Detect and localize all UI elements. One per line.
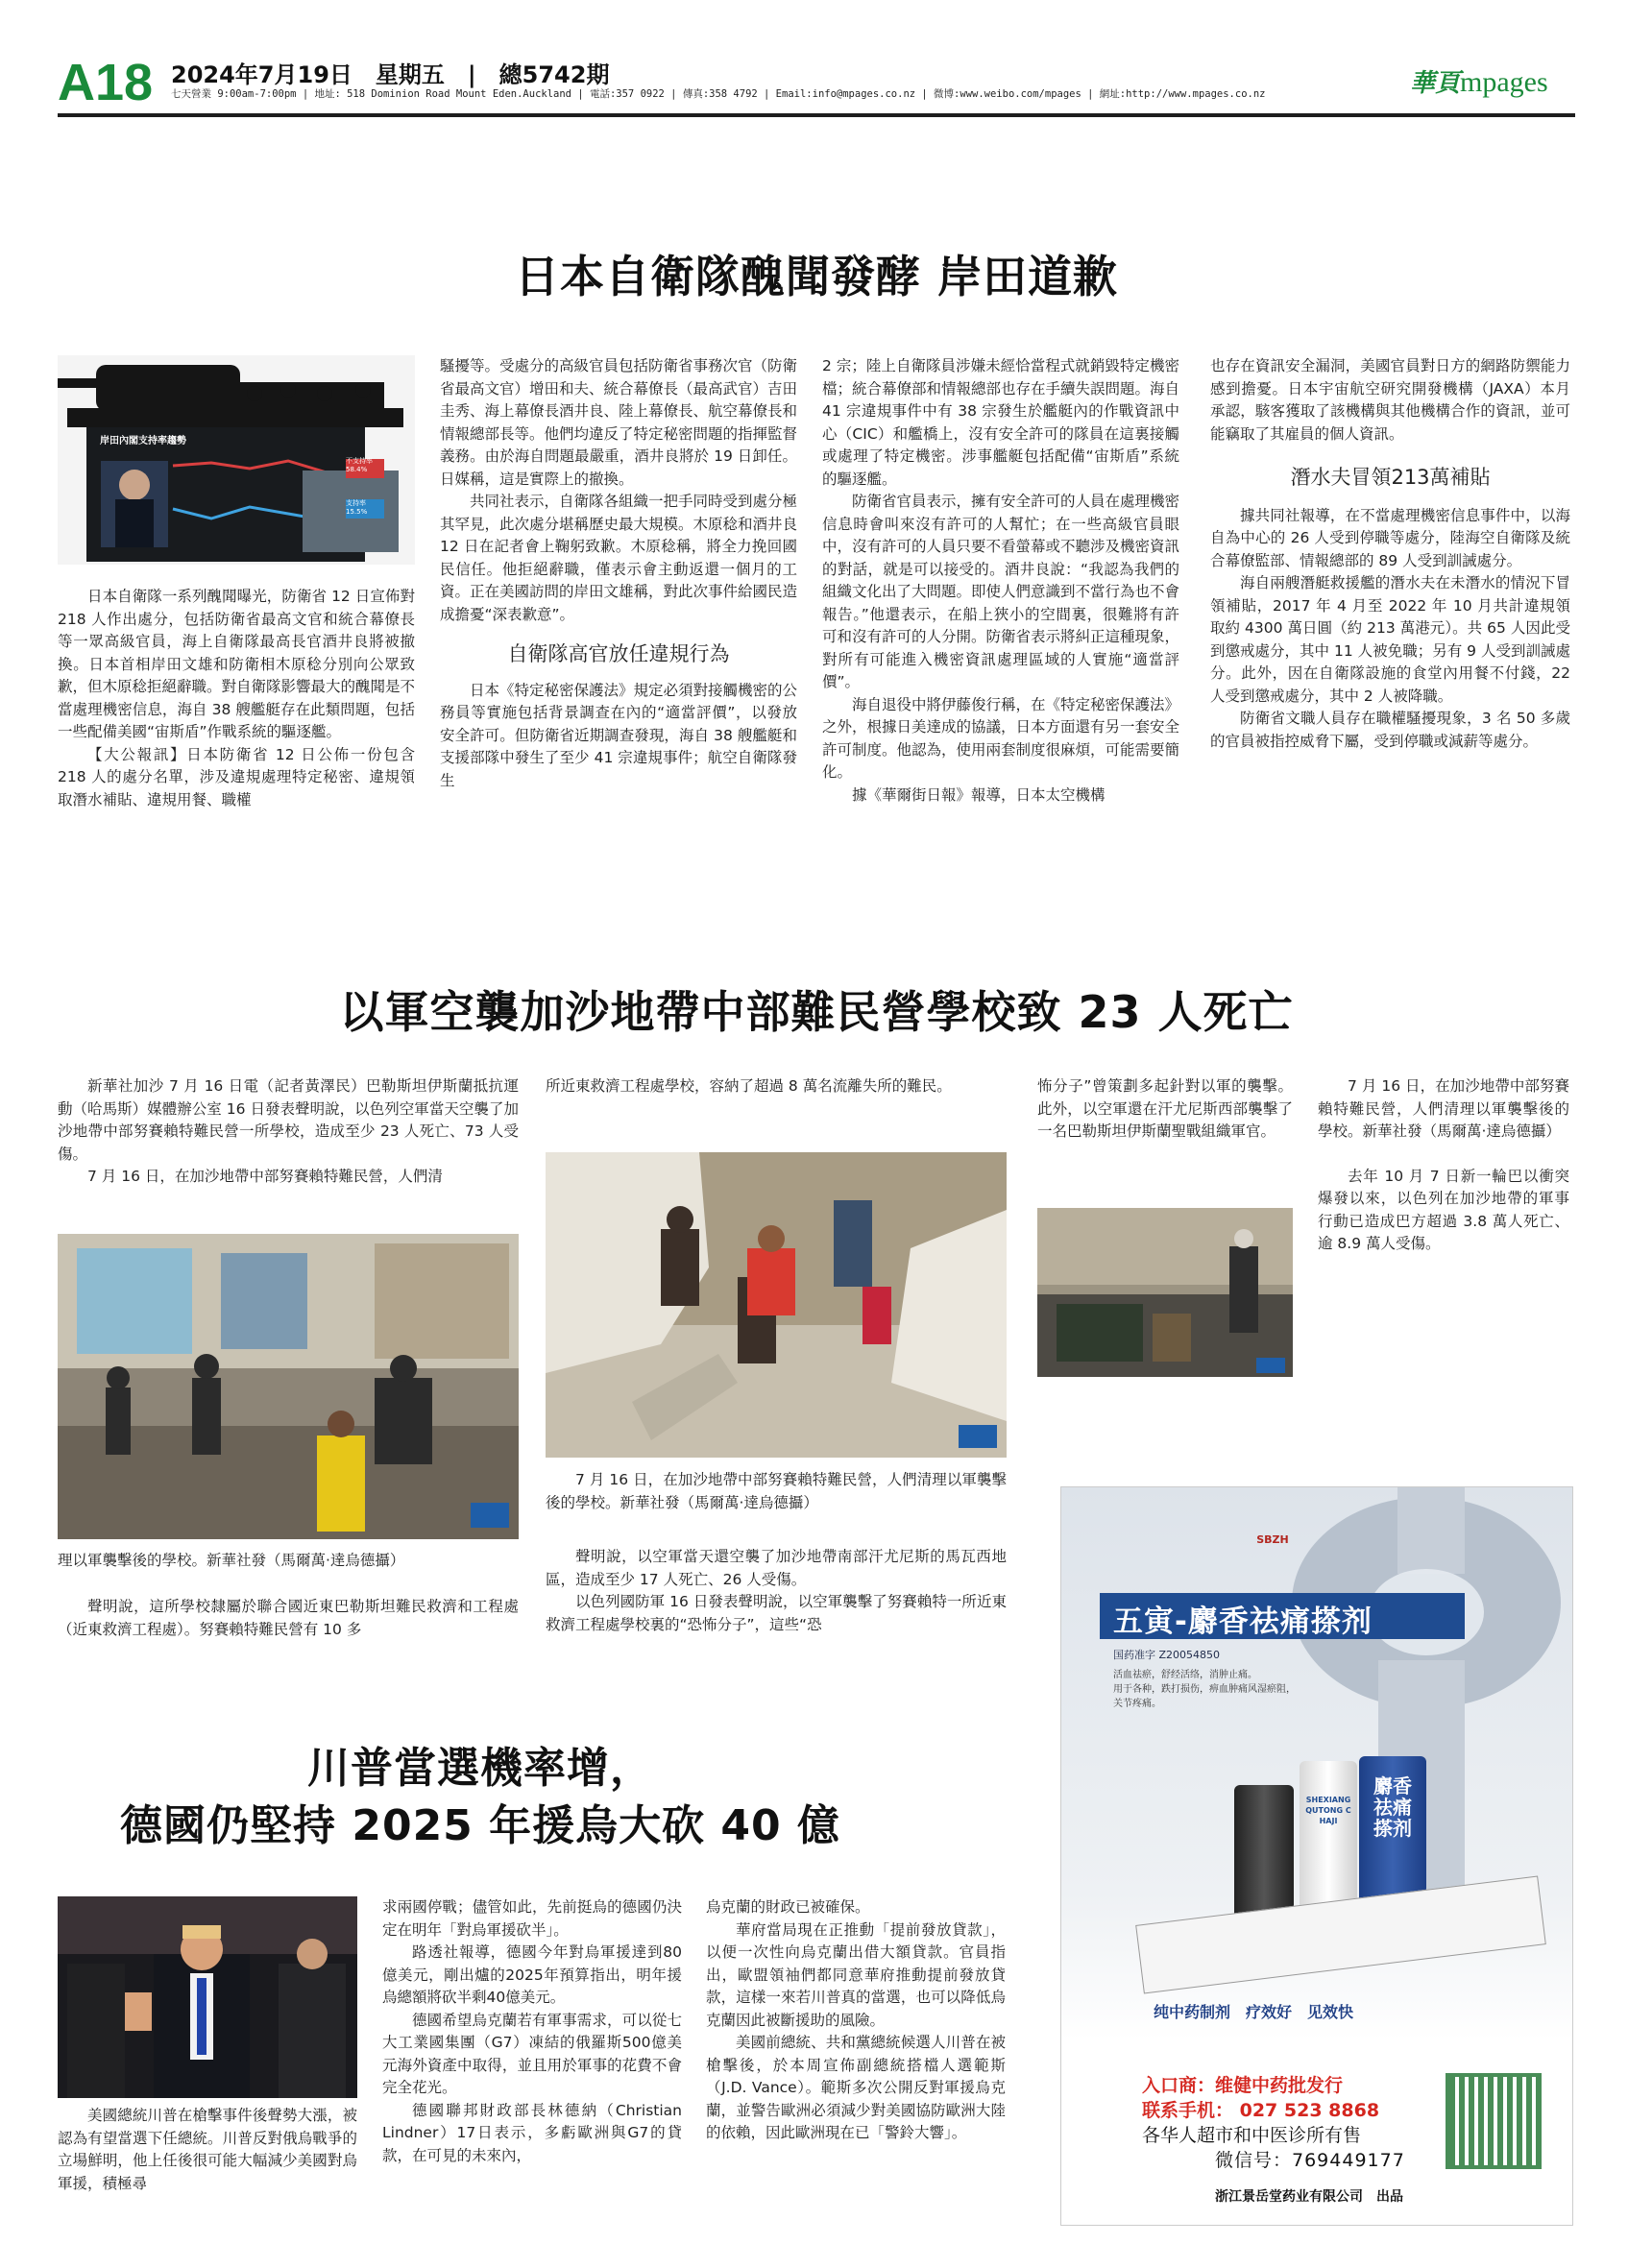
paragraph: 【大公報訊】日本防衛省 12 日公佈一份包含 218 人的處分名單，涉及違規處理特定秘密、違規領取潛水補貼、違規用餐、職權 xyxy=(58,745,415,808)
approval-tag: 支持率 15.5% xyxy=(346,499,368,516)
article1-column1 xyxy=(58,586,415,811)
contact-info: 七天營業 9:00am-7:00pm | 地址: 518 Dominion Road Mount Eden.Auckland | 電話:357 0922 | 傳真:358 4792 | Email:info@mpages.co.nz | 微博:www.weibo.com/mpages | 網址:http://www.mpages.co.nz xyxy=(171,88,1266,100)
page-number: A18 xyxy=(58,54,154,111)
article2-column1-top xyxy=(58,1075,519,1189)
paragraph: 以色列國防軍 16 日發表聲明說，以空軍襲擊了努賽賴特一所近東救濟工程處學校裏的“恐怖分子”，這些“恐 xyxy=(546,1593,1007,1633)
header-rule xyxy=(58,113,1575,117)
article1-title: 日本自衛隊醜聞發酵 岸田道歉 xyxy=(514,251,1118,302)
stores: 各华人超市和中医诊所有售 xyxy=(1142,2125,1362,2146)
bullet: 关节疼痛。 xyxy=(1113,1699,1161,1709)
article3-column2 xyxy=(382,1896,682,2167)
article2-photo2-caption: 7 月 16 日，在加沙地帶中部努賽賴特難民營，人們清理以軍襲擊後的學校。新華社發（馬爾萬·達烏德攝） xyxy=(546,1471,1007,1511)
box-label-english: SHEXIANG QUTONG CHAJI xyxy=(1305,1796,1351,1825)
paragraph: 聲明說，這所學校隸屬於聯合國近東巴勒斯坦難民救濟和工程處（近東救濟工程處）。努賽賴特難民營有 10 多 xyxy=(58,1598,519,1638)
photo-artwork xyxy=(58,1896,357,2098)
subhead-diver-subsidy: 潛水夫冒領213萬補貼 xyxy=(1290,466,1491,489)
medicine-advertisement xyxy=(1060,1486,1573,2226)
wechat-id: 微信号：769449177 xyxy=(1215,2150,1405,2171)
importer: 入口商：维健中药批发行 xyxy=(1142,2075,1344,2096)
paragraph: 日本自衛隊一系列醜聞曝光，防衛省 12 日宣佈對 218 人作出處分，包括防衛省最高文官和統合幕僚長等一眾高級官員，海上自衛隊最高長官酒井良將被撤換。日本首相岸田文雄和防衛相木原稔分別向公眾致歉，但木原稔拒絕辭職。對自衛隊影響最大的醜聞是不當處理機密信息，海自 38 艘艦艇存在此類問題，包括一些配備美國“宙斯盾”作戰系統的驅逐艦。 xyxy=(58,588,416,740)
paragraph: 求兩國停戰；儘管如此，先前挺烏的德國仍決定在明年「對烏軍援砍半」。 xyxy=(382,1898,682,1939)
paragraph: 共同社表示，自衛隊各組織一把手同時受到處分極其罕見，此次處分堪稱歷史最大規模。木原稔和酒井良 12 日在記者會上鞠躬致歉。木原稔稱，將全力挽回國民信任。他拒絕辭職，僅表示會主動返還一個月的工資。正在美國訪問的岸田文雄稱，對此次事件給國民造成擔憂“深表歉意”。 xyxy=(440,493,798,623)
phone-number: 联系手机： 027 523 8868 xyxy=(1142,2100,1380,2121)
bullet: 用于各种，跌打损伤，痹血肿痛风湿瘀阻， xyxy=(1113,1684,1296,1695)
paragraph: 美國前總統、共和黨總統候選人川普在被槍擊後，於本周宣佈副總統搭檔人選範斯（J.D. Vance）。範斯多次公開反對軍援烏克蘭，並警告歐洲必須減少對美國協防歐洲大陸的依賴，因此歐洲現在已「警鈴大響」。 xyxy=(706,2034,1006,2141)
photo-artwork xyxy=(58,1234,519,1539)
paragraph: 所近東救濟工程處學校，容納了超過 8 萬名流離失所的難民。 xyxy=(546,1077,952,1095)
paragraph: 怖分子”曾策劃多起針對以軍的襲擊。此外，以空軍還在汗尤尼斯西部襲擊了一名巴勒斯坦伊斯蘭聖戰組織軍官。 xyxy=(1037,1077,1293,1140)
paragraph: 聲明說，以空軍當天還空襲了加沙地帶南部汗尤尼斯的馬瓦西地區，造成至少 17 人死亡、26 人受傷。 xyxy=(546,1548,1007,1588)
qr-code xyxy=(1446,2073,1542,2169)
paragraph: 烏克蘭的財政已被確保。 xyxy=(706,1898,870,1916)
article2-column4 xyxy=(1318,1075,1569,1256)
paragraph: 防衛省官員表示，擁有安全許可的人員在處理機密信息時會叫來沒有許可的人幫忙；在一些高級官員眼中，沒有許可的人員只要不看螢幕或不聽涉及機密資訊的對話，就是可以接受的。酒井良說：“我認為我們的組織文化出了大問題。即使人們意識到不當行為也不會報告。”他還表示，在船上狹小的空間裏，很難將有許可和沒有許可的人分開。防衛省表示將糾正這種現象，對所有可能進入機密資訊處理區域的人實施“適當評價”。 xyxy=(822,493,1180,690)
gaza-school-photo-2 xyxy=(546,1152,1007,1458)
gaza-school-photo-3 xyxy=(1037,1208,1293,1377)
paragraph: 日本《特定秘密保護法》規定必須對接觸機密的公務員等實施包括背景調查在內的“適當評價”，以發放安全許可。但防衛省近期調查發現，海自 38 艘艦艇和支援部隊中發生了至少 41 宗違規事件；航空自衛隊發生 xyxy=(440,681,798,789)
brand-tag: SBZH xyxy=(1256,1533,1289,1546)
manufacturer: 浙江景岳堂药业有限公司 出品 xyxy=(1215,2189,1403,2205)
paragraph: 據共同社報導，在不當處理機密信息事件中，以海自為中心的 26 人受到停職等處分，陸海空自衛隊及統合幕僚監部、情報總部的 89 人受到訓誡處分。 xyxy=(1210,506,1570,569)
paragraph: 7 月 16 日，在加沙地帶中部努賽賴特難民營，人們清 xyxy=(87,1168,443,1185)
product-slogan: 纯中药制剂 疗效好 见效快 xyxy=(1154,2003,1354,2021)
date-line: 2024年7月19日 星期五 | 總5742期 xyxy=(171,61,610,88)
paragraph: 2 宗；陸上自衛隊員涉嫌未經恰當程式就銷毀特定機密檔；統合幕僚部和情報總部也存在手續失誤問題。海自 41 宗違規事件中有 38 宗發生於艦艇內的作戰資訊中心（CIC）和艦橋上，沒有安全許可的隊員在這裏接觸或處理了特定機密。涉事艦艇包括配備“宙斯盾”系統的驅逐艦。 xyxy=(822,357,1180,488)
article2-column2-bottom xyxy=(546,1546,1007,1636)
paragraph: 據《華爾街日報》報導，日本太空機構 xyxy=(852,785,1106,804)
article2-column2-top xyxy=(546,1075,1007,1098)
paragraph: 德國希望烏克蘭若有軍事需求，可以從七大工業國集團（G7）凍結的俄羅斯500億美元海外資產中取得，並且用於軍事的花費不會完全花光。 xyxy=(382,2011,682,2096)
paragraph: 防衛省文職人員存在職權騷擾現象，3 名 50 多歲的官員被指控威脅下屬，受到停職或減薪等處分。 xyxy=(1210,710,1570,750)
logo-english: mpages xyxy=(1460,66,1548,98)
article3-title xyxy=(58,1740,903,1855)
product-title: 五寅-麝香祛痛搽剂 xyxy=(1113,1604,1373,1639)
article3-column3 xyxy=(706,1896,1006,2145)
article2-title: 以軍空襲加沙地帶中部難民營學校致 23 人死亡 xyxy=(339,986,1294,1038)
paragraph: 華府當局現在正推動「提前發放貸款」，以便一次性向烏克蘭出借大額貸款。官員指出，歐盟領袖們都同意華府推動提前發放貸款，這樣一來若川普真的當選，也可以降低烏克蘭因此被斷援助的風險。 xyxy=(706,1920,1006,2029)
article1-column2 xyxy=(440,355,797,792)
photo-artwork xyxy=(1037,1208,1293,1377)
approval-number: 国药准字 Z20054850 xyxy=(1113,1649,1221,1661)
title-line-1: 川普當選機率增， xyxy=(307,1744,653,1793)
paragraph: 去年 10 月 7 日新一輪巴以衝突爆發以來，以色列在加沙地帶的軍事行動已造成巴方超過 3.8 萬人死亡、逾 8.9 萬人受傷。 xyxy=(1318,1167,1569,1252)
product-bullets xyxy=(1113,1668,1324,1711)
article3-column1 xyxy=(58,2105,357,2195)
paragraph: 美國總統川普在槍擊事件後聲勢大漲，被認為有望當選下任總統。川普反對俄烏戰爭的立場鮮明，他上任後很可能大幅減少美國對烏軍援，積極尋 xyxy=(58,2107,357,2192)
photo-artwork xyxy=(546,1152,1007,1458)
paragraph: 7 月 16 日，在加沙地帶中部努賽賴特難民營，人們清理以軍襲擊後的學校。新華社發（馬爾萬·達烏德攝） xyxy=(1318,1077,1569,1140)
paragraph: 新華社加沙 7 月 16 日電（記者黃澤民）巴勒斯坦伊斯蘭抵抗運動（哈馬斯）媒體辦公室 16 日發表聲明說，以色列空軍當天空襲了加沙地帶中部努賽賴特難民營一所學校，造成至少 23 人死亡、73 人受傷。 xyxy=(58,1077,519,1163)
paragraph: 也存在資訊安全漏洞，美國官員對日方的網路防禦能力感到擔憂。日本宇宙航空研究開發機構（JAXA）本月承認，駭客獲取了該機構與其他機構合作的資訊，並可能竊取了其雇員的個人資訊。 xyxy=(1210,357,1570,443)
box-label: 麝香祛痛搽剂 xyxy=(1373,1774,1412,1840)
mpages-logo xyxy=(1410,63,1548,99)
paragraph: 路透社報導，德國今年對烏軍援達到80億美元，剛出爐的2025年預算指出，明年援烏總額將砍半剩40億美元。 xyxy=(382,1943,682,2006)
bullet: 活血祛瘀，舒经活络，消肿止痛。 xyxy=(1113,1670,1257,1680)
paragraph: 海自兩艘潛艇救援艦的潛水夫在未潛水的情況下冒領補貼，2017 年 4 月至 2022 年 10 月共計違規領取約 4300 萬日圓（約 213 萬港元）。共 65 人因此受到懲戒處分，其中 11 人被免職；另有 9 人受到訓誡處分。此外，因在自衛隊設施的食堂內用餐不付錢，22 人受到懲戒處分，其中 2 人被降職。 xyxy=(1210,574,1570,705)
article2-photo1-caption: 理以軍襲擊後的學校。新華社發（馬爾萬·達烏德攝） xyxy=(58,1552,405,1569)
paragraph: 海自退役中將伊藤俊行稱，在《特定秘密保護法》之外，根據日美達成的協議，日本方面還有另一套安全許可制度。他認為，使用兩套制度很麻煩，可能需要簡化。 xyxy=(822,695,1180,781)
logo-chinese: 華頁 xyxy=(1410,69,1461,98)
paragraph: 德國聯邦財政部長林德納（Christian Lindner）17日表示，多虧歐洲與G7的貸款，在可見的未來內， xyxy=(382,2101,682,2164)
page-header xyxy=(58,50,1575,117)
gaza-school-photo-1 xyxy=(58,1234,519,1539)
photo-caption-label: 岸田內閣支持率趨勢 xyxy=(100,436,186,446)
article1-column3 xyxy=(822,355,1179,807)
article2-column1-bottom xyxy=(58,1596,519,1641)
title-line-2: 德國仍堅持 2025 年援烏大砍 40 億 xyxy=(120,1801,840,1850)
trump-photo xyxy=(58,1896,357,2098)
kishida-chart-photo xyxy=(58,355,415,565)
disapproval-tag: 不支持率 58.4% xyxy=(346,457,373,473)
paragraph: 騷擾等。受處分的高級官員包括防衛省事務次官（防衛省最高文官）增田和夫、統合幕僚長（最高武官）吉田圭秀、海上幕僚長酒井良、陸上幕僚長、航空幕僚長和情報總部長等。他們均違反了特定秘密問題的指揮監督義務。由於海自問題最嚴重，酒井良將於 19 日卸任。日媒稱，這是實際上的撤換。 xyxy=(440,357,798,488)
subhead-senior-officials: 自衛隊高官放任違規行為 xyxy=(507,642,730,665)
article1-column4 xyxy=(1210,355,1570,753)
article2-column3 xyxy=(1037,1075,1293,1144)
